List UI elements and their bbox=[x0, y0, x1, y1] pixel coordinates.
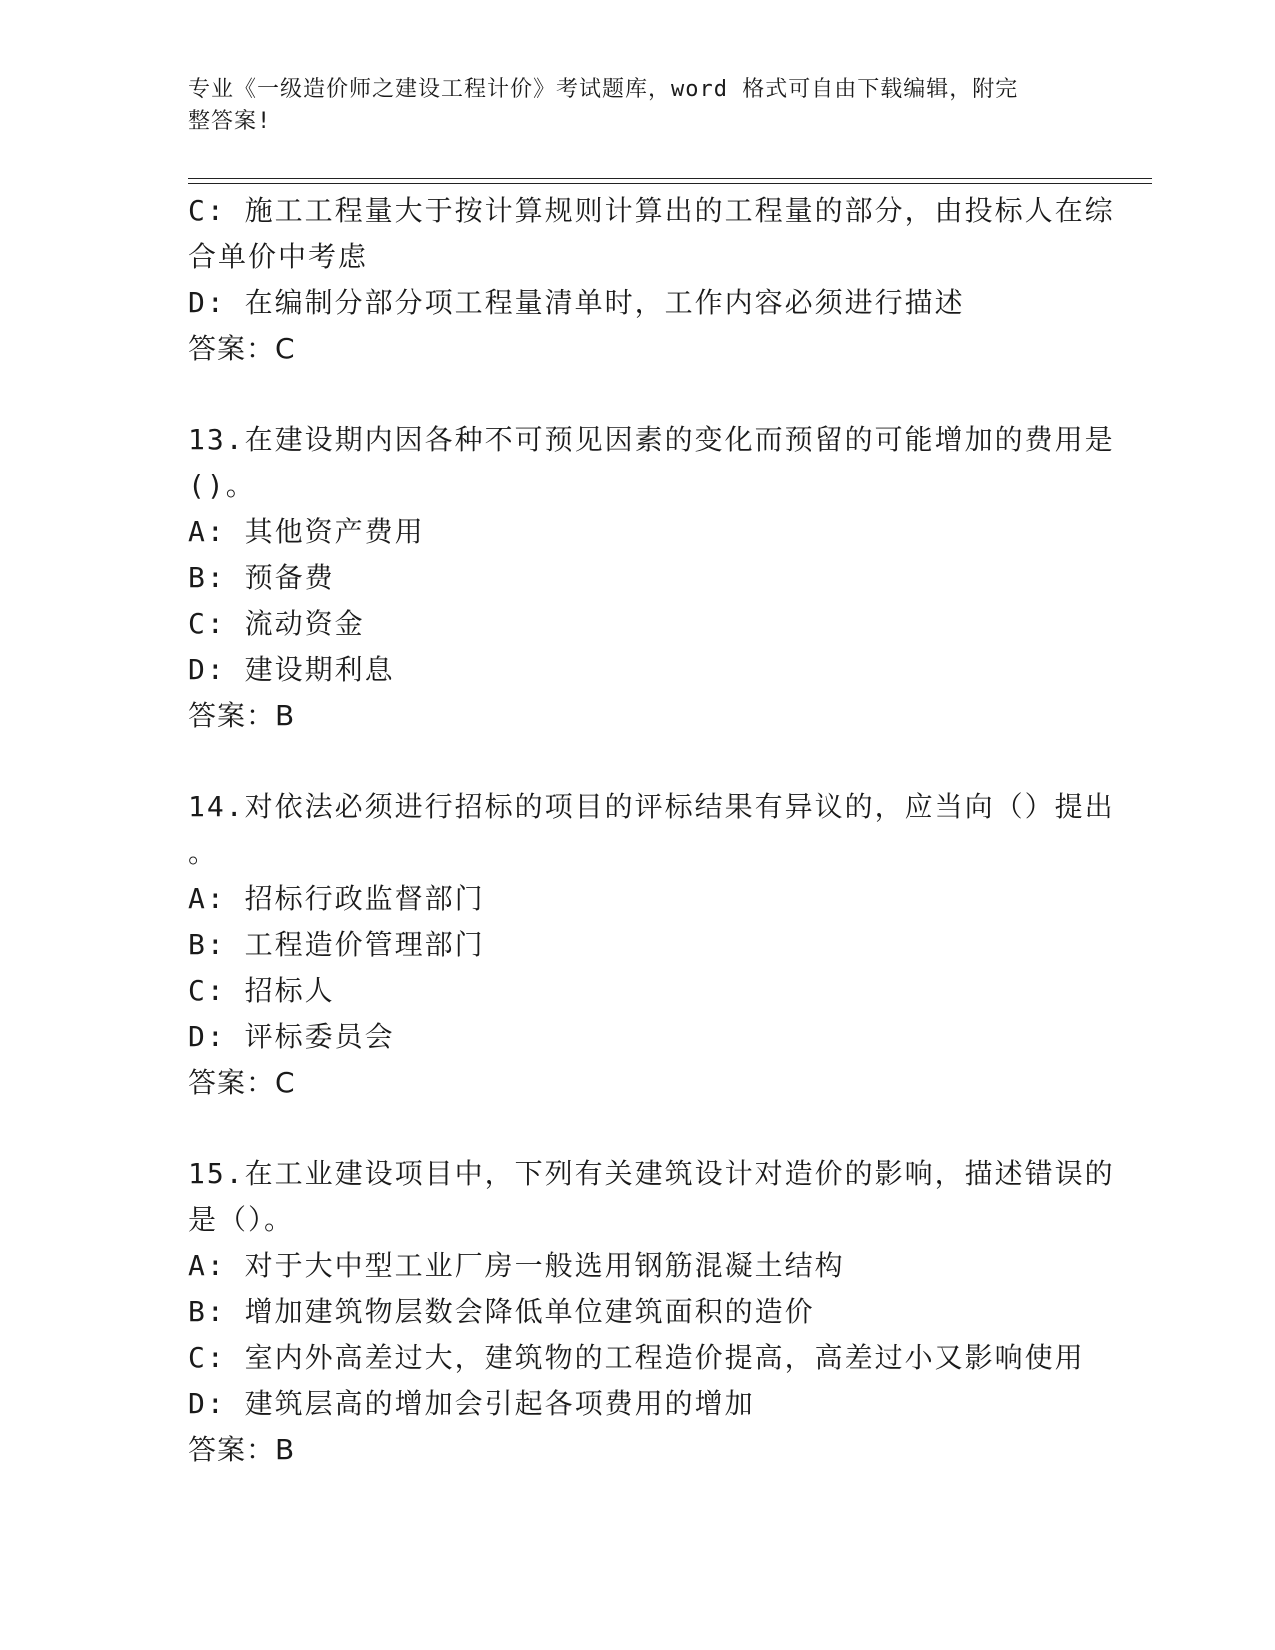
header-divider-bottom bbox=[188, 183, 1152, 184]
option-c-line-2: 合单价中考虑 bbox=[188, 240, 369, 273]
option-d: D: 建筑层高的增加会引起各项费用的增加 bbox=[188, 1387, 755, 1420]
option-b: B: 工程造价管理部门 bbox=[188, 928, 485, 961]
question-stem-line-1: 15.在工业建设项目中，下列有关建筑设计对造价的影响，描述错误的 bbox=[188, 1157, 1115, 1190]
option-c: C: 流动资金 bbox=[188, 607, 365, 640]
question-stem-line-1: 14.对依法必须进行招标的项目的评标结果有异议的，应当向（）提出 bbox=[188, 790, 1115, 823]
option-a: A: 招标行政监督部门 bbox=[188, 882, 485, 915]
option-b: B: 预备费 bbox=[188, 561, 335, 594]
page-header bbox=[188, 74, 1088, 138]
option-d: D: 在编制分部分项工程量清单时，工作内容必须进行描述 bbox=[188, 286, 965, 319]
question-13 bbox=[188, 417, 1115, 739]
header-divider-top bbox=[188, 178, 1152, 179]
question-stem-line-2: ()。 bbox=[188, 469, 256, 502]
spacer bbox=[188, 739, 1088, 784]
question-stem-line-1: 13.在建设期内因各种不可预见因素的变化而预留的可能增加的费用是 bbox=[188, 423, 1115, 456]
question-stem-line-2: 是（）。 bbox=[188, 1203, 295, 1236]
question-15 bbox=[188, 1151, 1115, 1473]
question-14 bbox=[188, 784, 1115, 1106]
header-line-1: 专业《一级造价师之建设工程计价》考试题库，word 格式可自由下载编辑，附完 bbox=[188, 77, 1019, 102]
option-a: A: 其他资产费用 bbox=[188, 515, 425, 548]
spacer bbox=[188, 372, 1088, 417]
option-c-line-1: C: 施工工程量大于按计算规则计算出的工程量的部分，由投标人在综 bbox=[188, 194, 1115, 227]
question-stem-line-2: 。 bbox=[188, 836, 219, 869]
answer-14: 答案：C bbox=[188, 1066, 296, 1099]
question-12-continuation bbox=[188, 188, 1115, 372]
question-content bbox=[188, 188, 1115, 1473]
spacer bbox=[188, 1106, 1088, 1151]
header-line-2: 整答案! bbox=[188, 109, 272, 134]
option-c: C: 招标人 bbox=[188, 974, 335, 1007]
option-d: D: 评标委员会 bbox=[188, 1020, 395, 1053]
answer-12: 答案：C bbox=[188, 332, 296, 365]
answer-13: 答案：B bbox=[188, 699, 296, 732]
option-b: B: 增加建筑物层数会降低单位建筑面积的造价 bbox=[188, 1295, 815, 1328]
option-c: C: 室内外高差过大，建筑物的工程造价提高，高差过小又影响使用 bbox=[188, 1341, 1085, 1374]
option-d: D: 建设期利息 bbox=[188, 653, 395, 686]
answer-15: 答案：B bbox=[188, 1433, 296, 1466]
option-a: A: 对于大中型工业厂房一般选用钢筋混凝土结构 bbox=[188, 1249, 845, 1282]
